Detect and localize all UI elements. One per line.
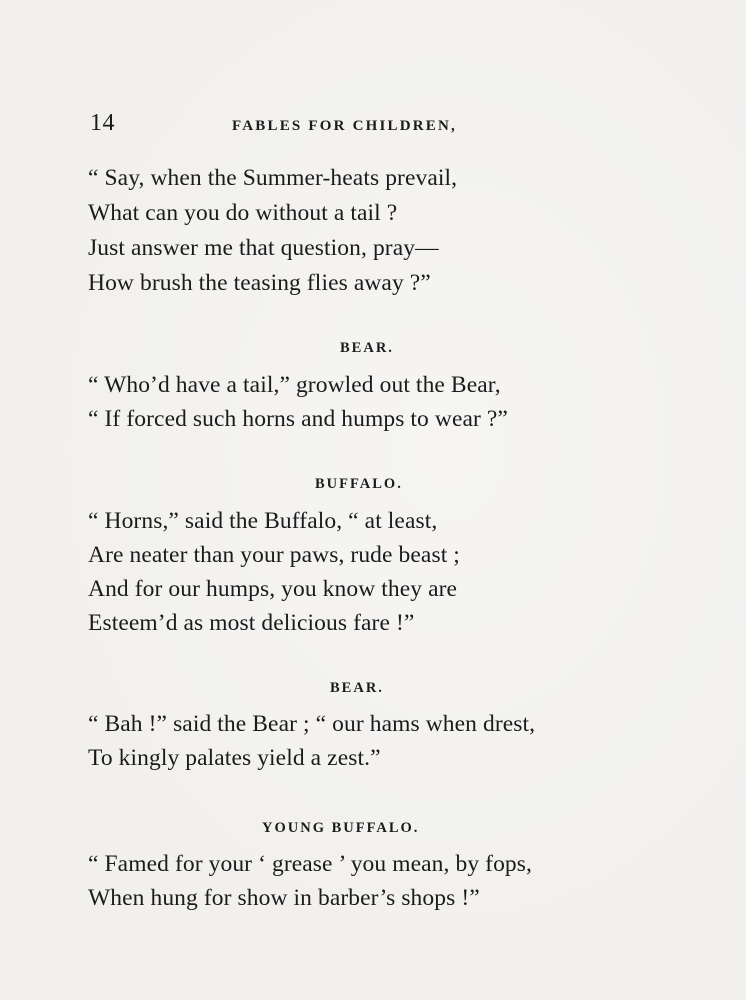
page-number: 14 xyxy=(90,110,115,136)
verse-line: “ Who’d have a tail,” growled out the Bear, xyxy=(88,372,501,398)
speaker-label: BEAR. xyxy=(330,680,384,696)
verse-line: When hung for show in barber’s shops !” xyxy=(88,885,480,911)
verse-line: “ Famed for your ‘ grease ’ you mean, by fops, xyxy=(88,851,532,877)
speaker-label: BUFFALO. xyxy=(315,476,403,492)
verse-line: Are neater than your paws, rude beast ; xyxy=(88,542,460,568)
verse-line: Esteem’d as most delicious fare !” xyxy=(88,610,415,636)
speaker-label: YOUNG BUFFALO. xyxy=(262,820,420,836)
verse-line: How brush the teasing flies away ?” xyxy=(88,270,431,296)
verse-line: What can you do without a tail ? xyxy=(88,200,398,226)
running-title: FABLES FOR CHILDREN, xyxy=(232,118,457,134)
verse-line: “ If forced such horns and humps to wear ?” xyxy=(88,406,508,432)
verse-line: And for our humps, you know they are xyxy=(88,576,458,602)
speaker-label: BEAR. xyxy=(340,340,394,356)
verse-line: Just answer me that question, pray— xyxy=(88,235,439,261)
verse-line: “ Bah !” said the Bear ; “ our hams when drest, xyxy=(88,711,536,737)
verse-line: “ Horns,” said the Buffalo, “ at least, xyxy=(88,508,438,534)
verse-line: To kingly palates yield a zest.” xyxy=(88,745,381,771)
verse-line: “ Say, when the Summer-heats prevail, xyxy=(88,165,458,191)
